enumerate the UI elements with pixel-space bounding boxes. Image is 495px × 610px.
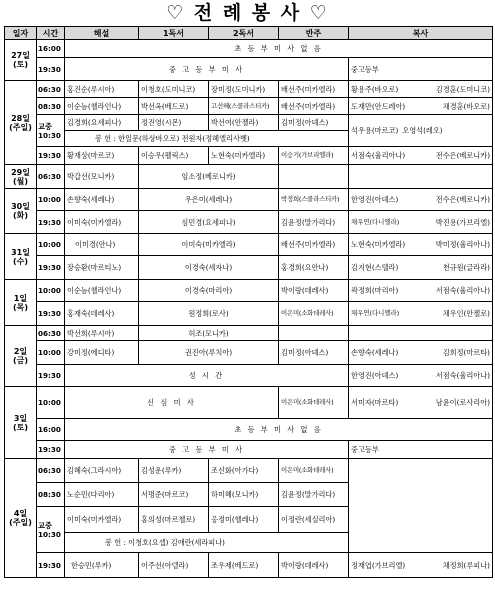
day-cell: 29일 (월) <box>5 165 37 189</box>
organist-cell: 이승기(가브리엘라) <box>279 147 349 165</box>
time-cell: 08:30 <box>37 98 65 115</box>
mass-note: 초 등 부 미 사 없 음 <box>65 419 493 441</box>
organist-cell: 박이랑(데레사) <box>279 553 349 578</box>
organist-cell: 홍경희(요안나) <box>279 256 349 280</box>
mass-note: 성 시 간 <box>65 365 349 387</box>
time-cell: 19:30 <box>37 58 65 81</box>
altar-cell: 손향숙(세레나) 김희정(마르타) <box>349 341 493 365</box>
table-row <box>5 147 493 165</box>
header-time: 시간 <box>37 27 65 40</box>
commentary-cell: 이순늠(첼라인나) <box>65 98 139 115</box>
time-cell: 16:00 <box>37 419 65 441</box>
time-cell: 16:00 <box>37 40 65 58</box>
time-cell: 교중 10:30 <box>37 507 65 553</box>
altar-cell: 한영진(아녜스) 전수은(베로니카) <box>349 189 493 211</box>
header-row <box>5 27 493 40</box>
commentary-cell: 홍재숙(데레사) <box>65 302 139 326</box>
altar-cell <box>349 165 493 189</box>
commentary-cell: 박선희(루시아) <box>65 326 139 341</box>
time-cell: 19:30 <box>37 441 65 459</box>
time-cell: 10:00 <box>37 234 65 256</box>
commentary-cell: 손향숙(세레나) <box>65 189 139 211</box>
time-cell: 19:30 <box>37 553 65 578</box>
second-reading-cell: 하미혜(모니카) <box>209 483 279 507</box>
reading-cell: 우은미(세레나) <box>139 189 279 211</box>
organist-cell: 박이랑(데레사) <box>279 280 349 302</box>
commentary-cell: 노순민(다리아) <box>65 483 139 507</box>
reading-cell: 허조(모니카) <box>139 326 279 341</box>
altar-cell: 정재엽(가브리엘) 채정희(루피나) <box>349 553 493 578</box>
commentary-cell: 이미숙(미카엘라) <box>65 507 139 533</box>
organist-cell <box>279 165 349 189</box>
table-row <box>5 441 493 459</box>
second-reading-cell: 조우제(베드로) <box>209 553 279 578</box>
altar-cell: 김지현(스텔라) 천규원(글라라) <box>349 256 493 280</box>
table-row <box>5 326 493 341</box>
offering-cell: 봉 헌 : 이청호(요셉) 김애란(세라피나) <box>65 533 349 553</box>
page-title: ♡ 전 례 봉 사 ♡ <box>166 2 329 24</box>
header-commentary: 해설 <box>65 27 139 40</box>
first-reading-cell: 홍의성(마르첼로) <box>139 507 209 533</box>
table-row <box>5 211 493 234</box>
commentary-cell: 이순늠(첼라인나) <box>65 280 139 302</box>
altar-cell: 도재만(안드레아) 채경훈(바오로) <box>349 98 493 115</box>
commentary-cell: 이미숙(미카엘라) <box>65 211 139 234</box>
time-cell: 19:30 <box>37 302 65 326</box>
mass-note: 초 등 부 미 사 없 음 <box>65 40 493 58</box>
mass-note: 중 고 등 부 미 사 <box>65 441 349 459</box>
time-cell: 10:00 <box>37 280 65 302</box>
altar-cell: 한영진(아녜스) 서점숙(율리아나) <box>349 365 493 387</box>
altar-cell <box>349 326 493 341</box>
first-reading-cell: 서명준(마르코) <box>139 483 209 507</box>
altar-cell: 서점숙(율리아나) 전수은(베로니카) <box>349 147 493 165</box>
time-cell: 06:30 <box>37 81 65 98</box>
commentary-cell: 장승환(마르티노) <box>65 256 139 280</box>
header-second-reading: 2독서 <box>209 27 279 40</box>
second-reading-cell: 박선여(안젤라) <box>209 115 279 131</box>
commentary-cell: 김혜숙(그라시아) <box>65 459 139 483</box>
organist-cell: 이은미(소화데레사) <box>279 387 349 419</box>
reading-cell: 원정희(로사) <box>139 302 279 326</box>
table-row <box>5 387 493 419</box>
day-cell: 27일 (토) <box>5 40 37 81</box>
table-row <box>5 419 493 441</box>
table-row <box>5 40 493 58</box>
table-row <box>5 234 493 256</box>
reading-cell: 이경숙(마리아) <box>139 280 279 302</box>
altar-cell: 황용주(바오로) 김경훈(도미니코) <box>349 81 493 98</box>
organist-cell: 이은미(소화데레사) <box>279 459 349 483</box>
table-row <box>5 341 493 365</box>
altar-cell: 중고등부 <box>349 58 493 81</box>
altar-cell: 서미자(마르타) 남윤이(로사리아) <box>349 387 493 419</box>
organist-cell: 이은미(소화데레사) <box>279 302 349 326</box>
reading-cell: 임소정(베로니카) <box>139 165 279 189</box>
time-cell: 10:00 <box>37 341 65 365</box>
altar-cell: 노현숙(미카엘라) 박미정(율리아나) <box>349 234 493 256</box>
day-cell: 30일 (화) <box>5 189 37 234</box>
table-row <box>5 58 493 81</box>
mass-note: 신 심 미 사 <box>65 387 279 419</box>
table-row <box>5 98 493 115</box>
organist-cell: 김미정(아녜스) <box>279 115 349 131</box>
commentary-cell: 김경희(요세피나) <box>65 115 139 131</box>
reading-cell: 심민경(요세피나) <box>139 211 279 234</box>
organist-cell: 배선주(미카엘라) <box>279 81 349 98</box>
commentary-cell: 홍진순(루시아) <box>65 81 139 98</box>
day-cell: 4일 (주일) <box>5 459 37 578</box>
commentary-cell: 이미경(안나) <box>65 234 139 256</box>
second-reading-cell: 옹정미(헬레나) <box>209 507 279 533</box>
commentary-cell: 황재상(마르코) <box>65 147 139 165</box>
first-reading-cell: 이청호(도미니코) <box>139 81 209 98</box>
altar-cell: 곽정희(마리아) 서점숙(율리아나) <box>349 280 493 302</box>
table-row <box>5 115 493 131</box>
first-reading-cell: 박선옥(베드로) <box>139 98 209 115</box>
second-reading-cell: 장미정(도미니카) <box>209 81 279 98</box>
time-cell: 19:30 <box>37 365 65 387</box>
altar-cell: 채우연(다니엘라) 채우인(안젤로) <box>349 302 493 326</box>
day-cell: 2일 (금) <box>5 326 37 387</box>
time-cell: 10:00 <box>37 189 65 211</box>
table-row <box>5 81 493 98</box>
organist-cell: 김윤정(말가리다) <box>279 211 349 234</box>
table-row <box>5 256 493 280</box>
time-cell: 06:30 <box>37 165 65 189</box>
reading-cell: 이미숙(미카엘라) <box>139 234 279 256</box>
table-row <box>5 553 493 578</box>
time-cell: 06:30 <box>37 326 65 341</box>
day-cell: 3일 (토) <box>5 387 37 459</box>
table-row <box>5 280 493 302</box>
time-cell: 06:30 <box>37 459 65 483</box>
organist-cell: 박정희(스콜라스티카) <box>279 189 349 211</box>
second-reading-cell: 노현숙(미카엘라) <box>209 147 279 165</box>
altar-cell: 채우연(다니엘라) 박진용(가브리엘) <box>349 211 493 234</box>
header-organist: 반주 <box>279 27 349 40</box>
second-reading-cell: 조신화(아가다) <box>209 459 279 483</box>
table-row <box>5 459 493 483</box>
commentary-cell: 박갑선(모니카) <box>65 165 139 189</box>
day-cell: 28일 (주일) <box>5 81 37 165</box>
header-altar-server: 복사 <box>349 27 493 40</box>
time-cell: 19:30 <box>37 211 65 234</box>
day-cell: 1일 (목) <box>5 280 37 326</box>
organist-cell: 이정란(세실리아) <box>279 507 349 533</box>
table-row <box>5 165 493 189</box>
table-row <box>5 302 493 326</box>
organist-cell: 김윤정(말가리다) <box>279 483 349 507</box>
second-reading-cell: 고선혜(스콜라스티카) <box>209 98 279 115</box>
table-row <box>5 365 493 387</box>
time-cell: 10:00 <box>37 387 65 419</box>
liturgy-schedule-table-wrap <box>4 26 492 578</box>
header-date: 일자 <box>5 27 37 40</box>
organist-cell <box>279 326 349 341</box>
first-reading-cell: 이주선(아델라) <box>139 553 209 578</box>
altar-cell <box>349 459 493 553</box>
reading-cell: 권진아(루치아) <box>139 341 279 365</box>
organist-cell: 배선주(미카엘라) <box>279 98 349 115</box>
reading-cell: 이경숙(세자나) <box>139 256 279 280</box>
time-cell: 08:30 <box>37 483 65 507</box>
time-cell: 교중 10:30 <box>37 115 65 147</box>
header-first-reading: 1독서 <box>139 27 209 40</box>
first-reading-cell: 이승우(펠릭스) <box>139 147 209 165</box>
commentary-cell: 강미정(에디타) <box>65 341 139 365</box>
commentary-cell: 한승민(루카) <box>65 553 139 578</box>
time-cell: 19:30 <box>37 256 65 280</box>
organist-cell: 김미정(아녜스) <box>279 341 349 365</box>
table-row <box>5 189 493 211</box>
first-reading-cell: 김성운(루카) <box>139 459 209 483</box>
liturgy-schedule-table <box>4 26 493 578</box>
altar-cell: 석우용(마르코) 오영석(레오) <box>349 115 493 147</box>
organist-cell: 배선주(미카엘라) <box>279 234 349 256</box>
first-reading-cell: 정진영(시몬) <box>139 115 209 131</box>
altar-cell: 중고등부 <box>349 441 493 459</box>
mass-note: 중 고 등 부 미 사 <box>65 58 349 81</box>
offering-cell: 봉 헌 : 한일문(하상바오로) 전원자(정혜엘리사벳) <box>65 131 349 147</box>
day-cell: 31일 (수) <box>5 234 37 280</box>
time-cell: 19:30 <box>37 147 65 165</box>
